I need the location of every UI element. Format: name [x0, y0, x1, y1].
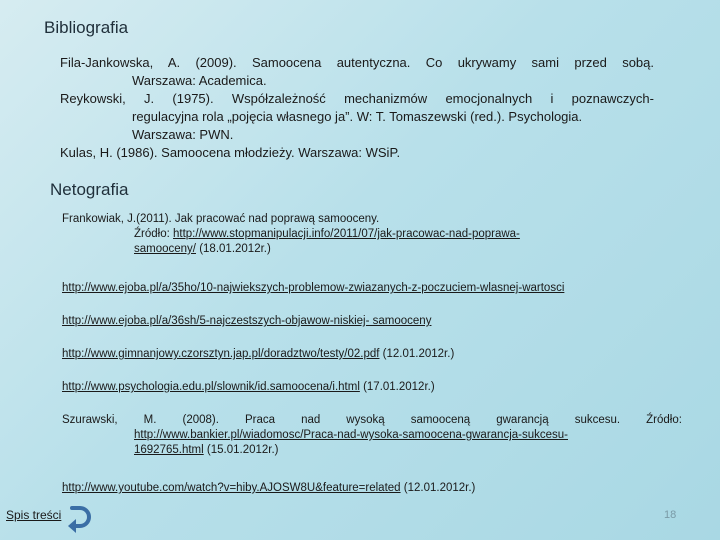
netography-item [62, 314, 682, 329]
bibliography-entry: Kulas, H. (1986). Samoocena młodzieży. Warszawa: WSiP. [60, 145, 401, 160]
netography-item: http://www.youtube.com/watch?v=hiby.AJOSW8U&feature=related (12.01.2012r.) [62, 482, 476, 494]
page-number: 18 [664, 509, 677, 521]
bibliography-heading: Bibliografia [44, 18, 129, 37]
bibliography-entry: Fila-Jankowska, A. (2009). Samoocena autentyczna. Co ukrywamy sami przed sobą. Warszawa: Academica. [60, 55, 654, 88]
toc-link[interactable]: Spis treści [6, 508, 62, 522]
source-link[interactable]: http://www.gimnanjowy.czorsztyn.jap.pl/doradztwo/testy/02.pdf [62, 348, 380, 360]
source-link[interactable]: http://www.psychologia.edu.pl/slownik/id.samoocena/i.html [62, 381, 360, 393]
bibliography-entry: Reykowski, J. (1975). Współzależność mechanizmów emocjonalnych i poznawczych- regulacyjna rola „pojęcia własnego ja”. W: T. Tomaszewski (red.). Psychologia. Warszawa: PWN. [60, 91, 654, 142]
source-link[interactable]: http://www.stopmanipulacji.info/2011/07/jak-pracowac-nad-poprawa- [173, 228, 520, 240]
netography-item: Frankowiak, J.(2011). Jak pracować nad poprawą samooceny. Źródło: http://www.stopmanipulacji.info/2011/07/jak-pracowac-nad-poprawa- samooceny/ (18.01.2012r.) [62, 213, 520, 255]
source-link[interactable]: http://www.bankier.pl/wiadomosc/Praca-nad-wysoka-samoocena-gwarancja-sukcesu- [134, 429, 568, 441]
netography-item: Szurawski, M. (2008). Praca nad wysoką samooceną gwarancją sukcesu. Źródło: http://www.bankier.pl/wiadomosc/Praca-nad-wysoka-samoocena-gwarancja-sukcesu- 1692765.html (15.01.2012r.) [62, 414, 682, 456]
source-link[interactable]: samooceny/ [134, 243, 197, 255]
source-link[interactable]: 1692765.html [134, 444, 204, 456]
source-link[interactable]: http://www.youtube.com/watch?v=hiby.AJOSW8U&feature=related [62, 482, 401, 494]
netography-item: http://www.gimnanjowy.czorsztyn.jap.pl/doradztwo/testy/02.pdf (12.01.2012r.) [62, 348, 455, 360]
toc-nav[interactable] [6, 504, 96, 534]
netography-heading: Netografia [50, 180, 129, 199]
bibliography-list [60, 54, 654, 162]
source-link[interactable]: http://www.ejoba.pl/a/36sh/5-najczestszych-objawow-niskiej- samooceny [62, 315, 432, 327]
netography-item: http://www.psychologia.edu.pl/slownik/id.samoocena/i.html (17.01.2012r.) [62, 381, 435, 393]
source-link[interactable]: http://www.ejoba.pl/a/35ho/10-najwiekszych-problemow-zwiazanych-z-poczuciem-wlasnej-wartosci [62, 282, 565, 294]
return-arrow-icon[interactable] [64, 504, 92, 534]
netography-item [62, 281, 682, 296]
